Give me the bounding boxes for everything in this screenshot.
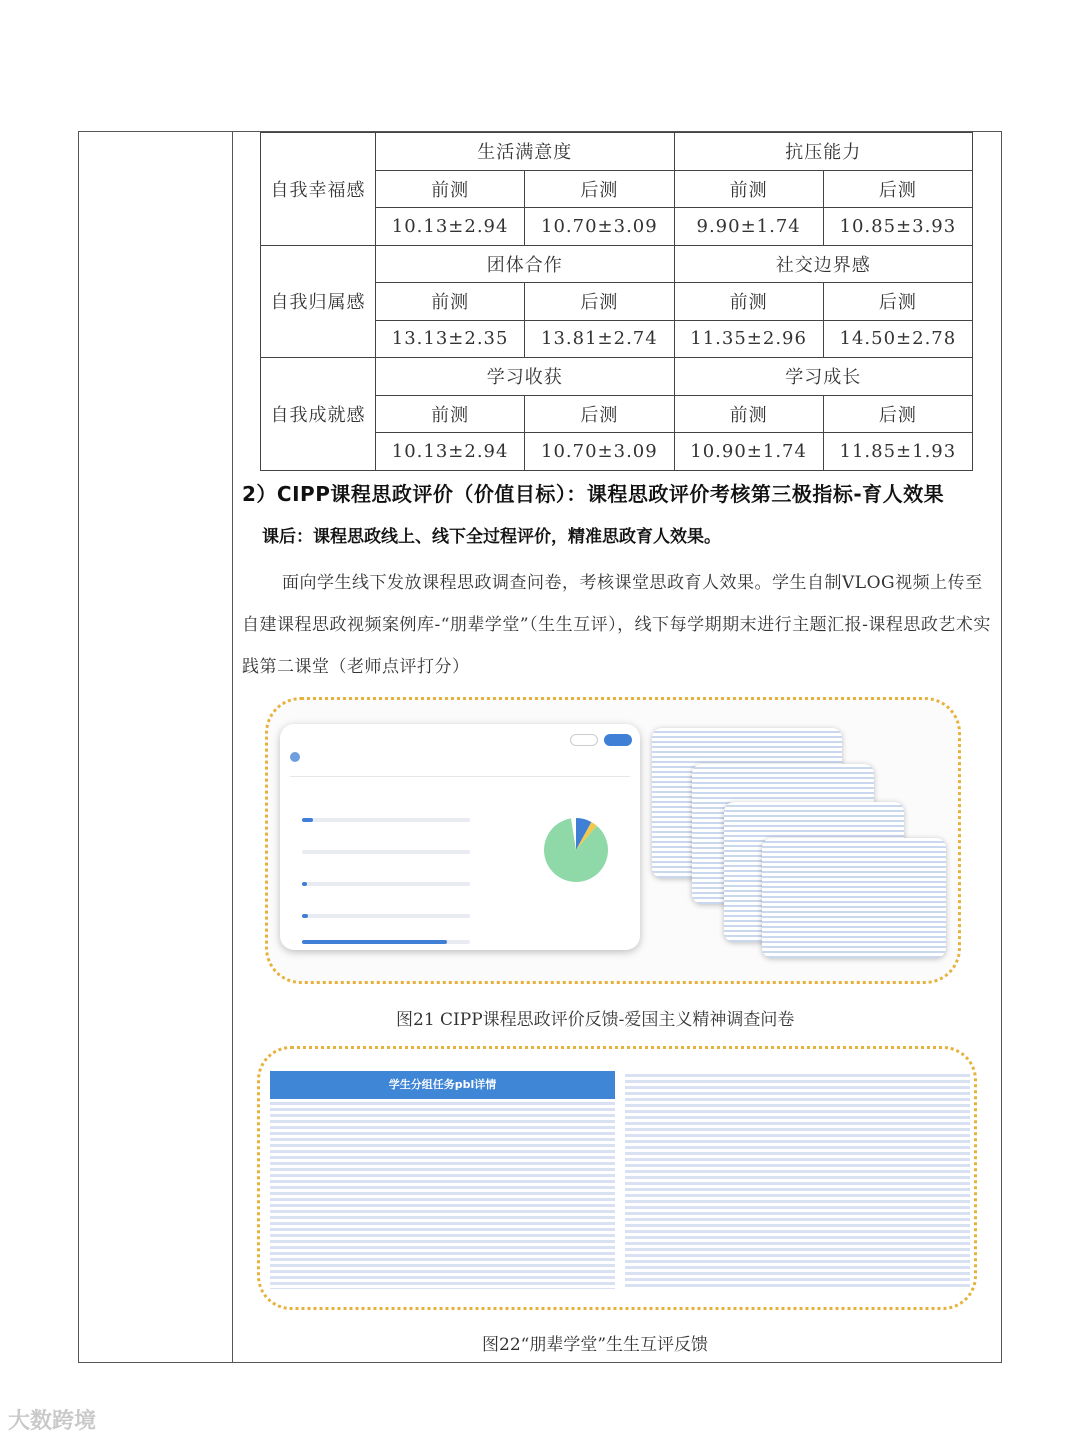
section-subheading: 课后：课程思政线上、线下全过程评价，精准思政育人效果。 <box>262 527 721 547</box>
figure-22-caption: 图22“朋辈学堂”生生互评反馈 <box>482 1335 709 1355</box>
watermark: 大数跨境 <box>8 1409 97 1434</box>
option-bar-a <box>302 818 470 822</box>
dimension-header: 抗压能力 <box>674 133 973 171</box>
phase-cell: 前测 <box>674 395 823 433</box>
phase-cell: 后测 <box>823 283 972 321</box>
value-cell: 13.13±2.35 <box>376 320 525 358</box>
pbl-table-header: 学生分组任务pbl详情 <box>270 1071 615 1099</box>
pie-slice <box>544 818 608 882</box>
score-sheet-4 <box>762 838 946 958</box>
dimension-header: 学习成长 <box>674 358 973 396</box>
value-cell: 10.13±2.94 <box>376 208 525 246</box>
prev-button <box>570 734 598 746</box>
row-label: 自我成就感 <box>261 358 376 471</box>
value-cell: 13.81±2.74 <box>525 320 674 358</box>
pie-chart <box>542 816 610 884</box>
option-bar-b <box>302 850 470 854</box>
phase-cell: 后测 <box>823 395 972 433</box>
option-bar-d <box>302 914 470 918</box>
section-heading: 2）CIPP课程思政评价（价值目标）：课程思政评价考核第三极指标-育人效果 <box>242 482 945 506</box>
figure-22-image <box>257 1046 977 1310</box>
dimension-header: 团体合作 <box>376 245 675 283</box>
phase-cell: 前测 <box>674 170 823 208</box>
value-cell: 9.90±1.74 <box>674 208 823 246</box>
value-cell: 14.50±2.78 <box>823 320 972 358</box>
figure-21-image <box>265 697 961 984</box>
score-table <box>260 132 973 471</box>
row-label: 自我归属感 <box>261 245 376 358</box>
phase-cell: 后测 <box>525 395 674 433</box>
dimension-header: 社交边界感 <box>674 245 973 283</box>
pbl-table-left <box>270 1099 615 1289</box>
phase-cell: 后测 <box>525 170 674 208</box>
row-label: 自我幸福感 <box>261 133 376 246</box>
figure-21-caption: 图21 CIPP课程思政评价反馈-爱国主义精神调查问卷 <box>396 1010 795 1030</box>
phase-cell: 前测 <box>376 283 525 321</box>
phase-cell: 后测 <box>823 170 972 208</box>
value-cell: 10.70±3.09 <box>525 433 674 471</box>
phase-cell: 前测 <box>376 170 525 208</box>
value-cell: 11.35±2.96 <box>674 320 823 358</box>
phase-cell: 前测 <box>376 395 525 433</box>
value-cell: 10.70±3.09 <box>525 208 674 246</box>
next-button <box>604 734 632 746</box>
option-bar-e <box>302 940 470 944</box>
survey-result-panel <box>280 724 640 950</box>
divider <box>290 776 630 777</box>
option-bar-c <box>302 882 470 886</box>
value-cell: 10.85±3.93 <box>823 208 972 246</box>
body-paragraph <box>242 562 994 688</box>
phase-cell: 后测 <box>525 283 674 321</box>
value-cell: 11.85±1.93 <box>823 433 972 471</box>
dimension-header: 学习收获 <box>376 358 675 396</box>
dimension-header: 生活满意度 <box>376 133 675 171</box>
paragraph-text: 面向学生线下发放课程思政调查问卷，考核课堂思政育人效果。学生自制VLOG视频上传至自建课程思政视频案例库-“朋辈学堂”（生生互评），线下每学期期末进行主题汇报-课程思政艺术实践第二课堂（老师点评打分） <box>242 573 991 677</box>
value-cell: 10.90±1.74 <box>674 433 823 471</box>
progress-dot <box>290 752 300 762</box>
column-divider <box>232 131 233 1363</box>
phase-cell: 前测 <box>674 283 823 321</box>
pbl-table-right <box>625 1071 970 1289</box>
value-cell: 10.13±2.94 <box>376 433 525 471</box>
